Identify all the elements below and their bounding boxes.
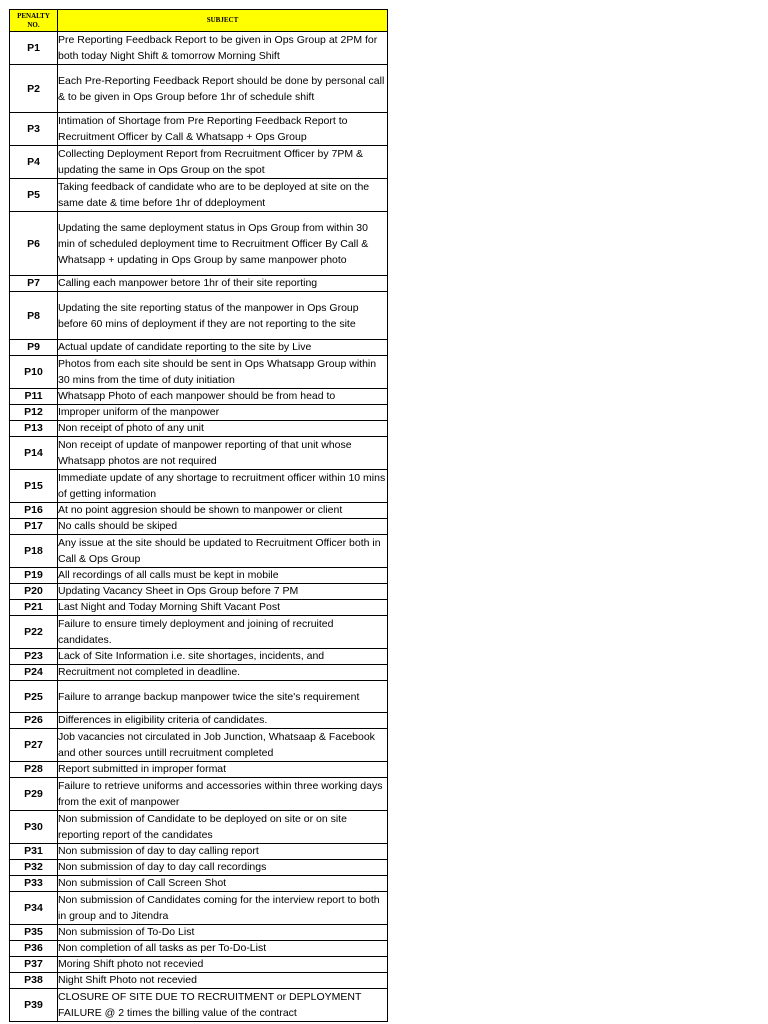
penalty-number: P37 <box>10 957 58 973</box>
penalty-subject: No calls should be skiped <box>58 519 388 535</box>
penalty-number: P33 <box>10 876 58 892</box>
table-row <box>10 941 388 957</box>
penalty-number: P39 <box>10 989 58 1022</box>
penalty-number: P11 <box>10 389 58 405</box>
penalty-subject: Failure to arrange backup manpower twice the site's requirement <box>58 681 388 713</box>
penalty-subject: Non completion of all tasks as per To-Do-List <box>58 941 388 957</box>
table-row <box>10 146 388 179</box>
table-row <box>10 844 388 860</box>
penalty-subject: Non submission of Call Screen Shot <box>58 876 388 892</box>
table-row <box>10 762 388 778</box>
table-row <box>10 437 388 470</box>
penalty-number: P31 <box>10 844 58 860</box>
penalty-subject: Job vacancies not circulated in Job Junction, Whatsaap & Facebook and other sources untill recruitment completed <box>58 729 388 762</box>
penalty-number: P29 <box>10 778 58 811</box>
penalty-subject: Calling each manpower betore 1hr of their site reporting <box>58 276 388 292</box>
penalty-number: P23 <box>10 649 58 665</box>
penalty-subject: Failure to ensure timely deployment and joining of recruited candidates. <box>58 616 388 649</box>
table-row <box>10 340 388 356</box>
penalty-sheet <box>9 9 387 1022</box>
penalty-subject: Pre Reporting Feedback Report to be given in Ops Group at 2PM for both today Night Shift & tomorrow Morning Shift <box>58 32 388 65</box>
penalty-number: P8 <box>10 292 58 340</box>
table-row <box>10 212 388 276</box>
table-row <box>10 876 388 892</box>
table-row <box>10 276 388 292</box>
penalty-number: P25 <box>10 681 58 713</box>
penalty-subject: Lack of Site Information i.e. site shortages, incidents, and <box>58 649 388 665</box>
table-row <box>10 65 388 113</box>
table-row <box>10 989 388 1022</box>
table-row <box>10 405 388 421</box>
penalty-subject: Non submission of day to day call recordings <box>58 860 388 876</box>
table-row <box>10 616 388 649</box>
penalty-subject: Intimation of Shortage from Pre Reporting Feedback Report to Recruitment Officer by Call & Whatsapp + Ops Group <box>58 113 388 146</box>
penalty-subject: Failure to retrieve uniforms and accessories within three working days from the exit of manpower <box>58 778 388 811</box>
penalty-subject: Updating the same deployment status in Ops Group from within 30 min of scheduled deployment time to Recruitment Officer By Call & Whatsapp + updating in Ops Group by same manpower photo <box>58 212 388 276</box>
table-row <box>10 568 388 584</box>
penalty-no-header-line1: PENALTY <box>17 11 50 20</box>
table-row <box>10 503 388 519</box>
table-row <box>10 681 388 713</box>
penalty-subject: Non receipt of update of manpower reporting of that unit whose Whatsapp photos are not required <box>58 437 388 470</box>
penalty-subject: Night Shift Photo not recevied <box>58 973 388 989</box>
penalty-subject: Taking feedback of candidate who are to be deployed at site on the same date & time before 1hr of ddeployment <box>58 179 388 212</box>
penalty-number: P5 <box>10 179 58 212</box>
penalty-subject: Each Pre-Reporting Feedback Report should be done by personal call & to be given in Ops Group before 1hr of schedule shift <box>58 65 388 113</box>
penalty-number: P27 <box>10 729 58 762</box>
penalty-subject: Immediate update of any shortage to recruitment officer within 10 mins of getting information <box>58 470 388 503</box>
penalty-number: P10 <box>10 356 58 389</box>
penalty-subject: Updating the site reporting status of the manpower in Ops Group before 60 mins of deployment if they are not reporting to the site <box>58 292 388 340</box>
table-row <box>10 860 388 876</box>
penalty-subject: Differences in eligibility criteria of candidates. <box>58 713 388 729</box>
penalty-number: P21 <box>10 600 58 616</box>
penalty-subject: Recruitment not completed in deadline. <box>58 665 388 681</box>
table-row <box>10 973 388 989</box>
penalty-subject: Photos from each site should be sent in Ops Whatsapp Group within 30 mins from the time of duty initiation <box>58 356 388 389</box>
penalty-number: P32 <box>10 860 58 876</box>
table-row <box>10 421 388 437</box>
penalty-number: P9 <box>10 340 58 356</box>
penalty-number: P36 <box>10 941 58 957</box>
penalty-subject: At no point aggresion should be shown to manpower or client <box>58 503 388 519</box>
penalty-number: P12 <box>10 405 58 421</box>
penalty-subject: Collecting Deployment Report from Recruitment Officer by 7PM & updating the same in Ops Group on the spot <box>58 146 388 179</box>
penalty-subject: Moring Shift photo not recevied <box>58 957 388 973</box>
table-row <box>10 32 388 65</box>
table-header-row <box>10 10 388 32</box>
penalty-subject: Actual update of candidate reporting to the site by Live <box>58 340 388 356</box>
table-row <box>10 535 388 568</box>
penalty-number: P19 <box>10 568 58 584</box>
penalty-number: P6 <box>10 212 58 276</box>
subject-header: SUBJECT <box>58 10 388 32</box>
table-row <box>10 292 388 340</box>
table-row <box>10 584 388 600</box>
penalty-subject: Non submission of Candidate to be deployed on site or on site reporting report of the candidates <box>58 811 388 844</box>
penalty-number: P17 <box>10 519 58 535</box>
penalty-number: P20 <box>10 584 58 600</box>
penalty-subject: All recordings of all calls must be kept in mobile <box>58 568 388 584</box>
table-row <box>10 179 388 212</box>
table-row <box>10 519 388 535</box>
penalty-subject: CLOSURE OF SITE DUE TO RECRUITMENT or DEPLOYMENT FAILURE @ 2 times the billing value of the contract <box>58 989 388 1022</box>
penalty-number: P15 <box>10 470 58 503</box>
table-row <box>10 470 388 503</box>
penalty-subject: Any issue at the site should be updated to Recruitment Officer both in Call & Ops Group <box>58 535 388 568</box>
table-row <box>10 600 388 616</box>
penalty-subject: Last Night and Today Morning Shift Vacant Post <box>58 600 388 616</box>
penalty-number: P18 <box>10 535 58 568</box>
penalty-table <box>9 9 388 1022</box>
penalty-subject: Updating Vacancy Sheet in Ops Group before 7 PM <box>58 584 388 600</box>
penalty-subject: Non submission of To-Do List <box>58 925 388 941</box>
table-row <box>10 389 388 405</box>
penalty-number: P30 <box>10 811 58 844</box>
penalty-number: P35 <box>10 925 58 941</box>
penalty-number: P7 <box>10 276 58 292</box>
penalty-number: P16 <box>10 503 58 519</box>
penalty-subject: Report submitted in improper format <box>58 762 388 778</box>
penalty-number: P14 <box>10 437 58 470</box>
penalty-number: P22 <box>10 616 58 649</box>
table-row <box>10 729 388 762</box>
penalty-number: P34 <box>10 892 58 925</box>
penalty-subject: Non submission of Candidates coming for the interview report to both in group and to Jitendra <box>58 892 388 925</box>
penalty-number: P4 <box>10 146 58 179</box>
penalty-number: P2 <box>10 65 58 113</box>
penalty-no-header <box>10 10 58 32</box>
table-row <box>10 957 388 973</box>
penalty-subject: Improper uniform of the manpower <box>58 405 388 421</box>
penalty-number: P26 <box>10 713 58 729</box>
penalty-number: P28 <box>10 762 58 778</box>
penalty-subject: Non submission of day to day calling report <box>58 844 388 860</box>
penalty-number: P13 <box>10 421 58 437</box>
penalty-no-header-line2: NO. <box>27 20 40 29</box>
table-row <box>10 811 388 844</box>
penalty-number: P3 <box>10 113 58 146</box>
penalty-number: P1 <box>10 32 58 65</box>
penalty-subject: Non receipt of photo of any unit <box>58 421 388 437</box>
table-row <box>10 665 388 681</box>
table-row <box>10 713 388 729</box>
table-row <box>10 892 388 925</box>
penalty-number: P24 <box>10 665 58 681</box>
table-row <box>10 113 388 146</box>
table-row <box>10 649 388 665</box>
penalty-subject: Whatsapp Photo of each manpower should be from head to <box>58 389 388 405</box>
table-row <box>10 356 388 389</box>
penalty-rows <box>10 32 388 1022</box>
table-row <box>10 778 388 811</box>
table-row <box>10 925 388 941</box>
penalty-number: P38 <box>10 973 58 989</box>
